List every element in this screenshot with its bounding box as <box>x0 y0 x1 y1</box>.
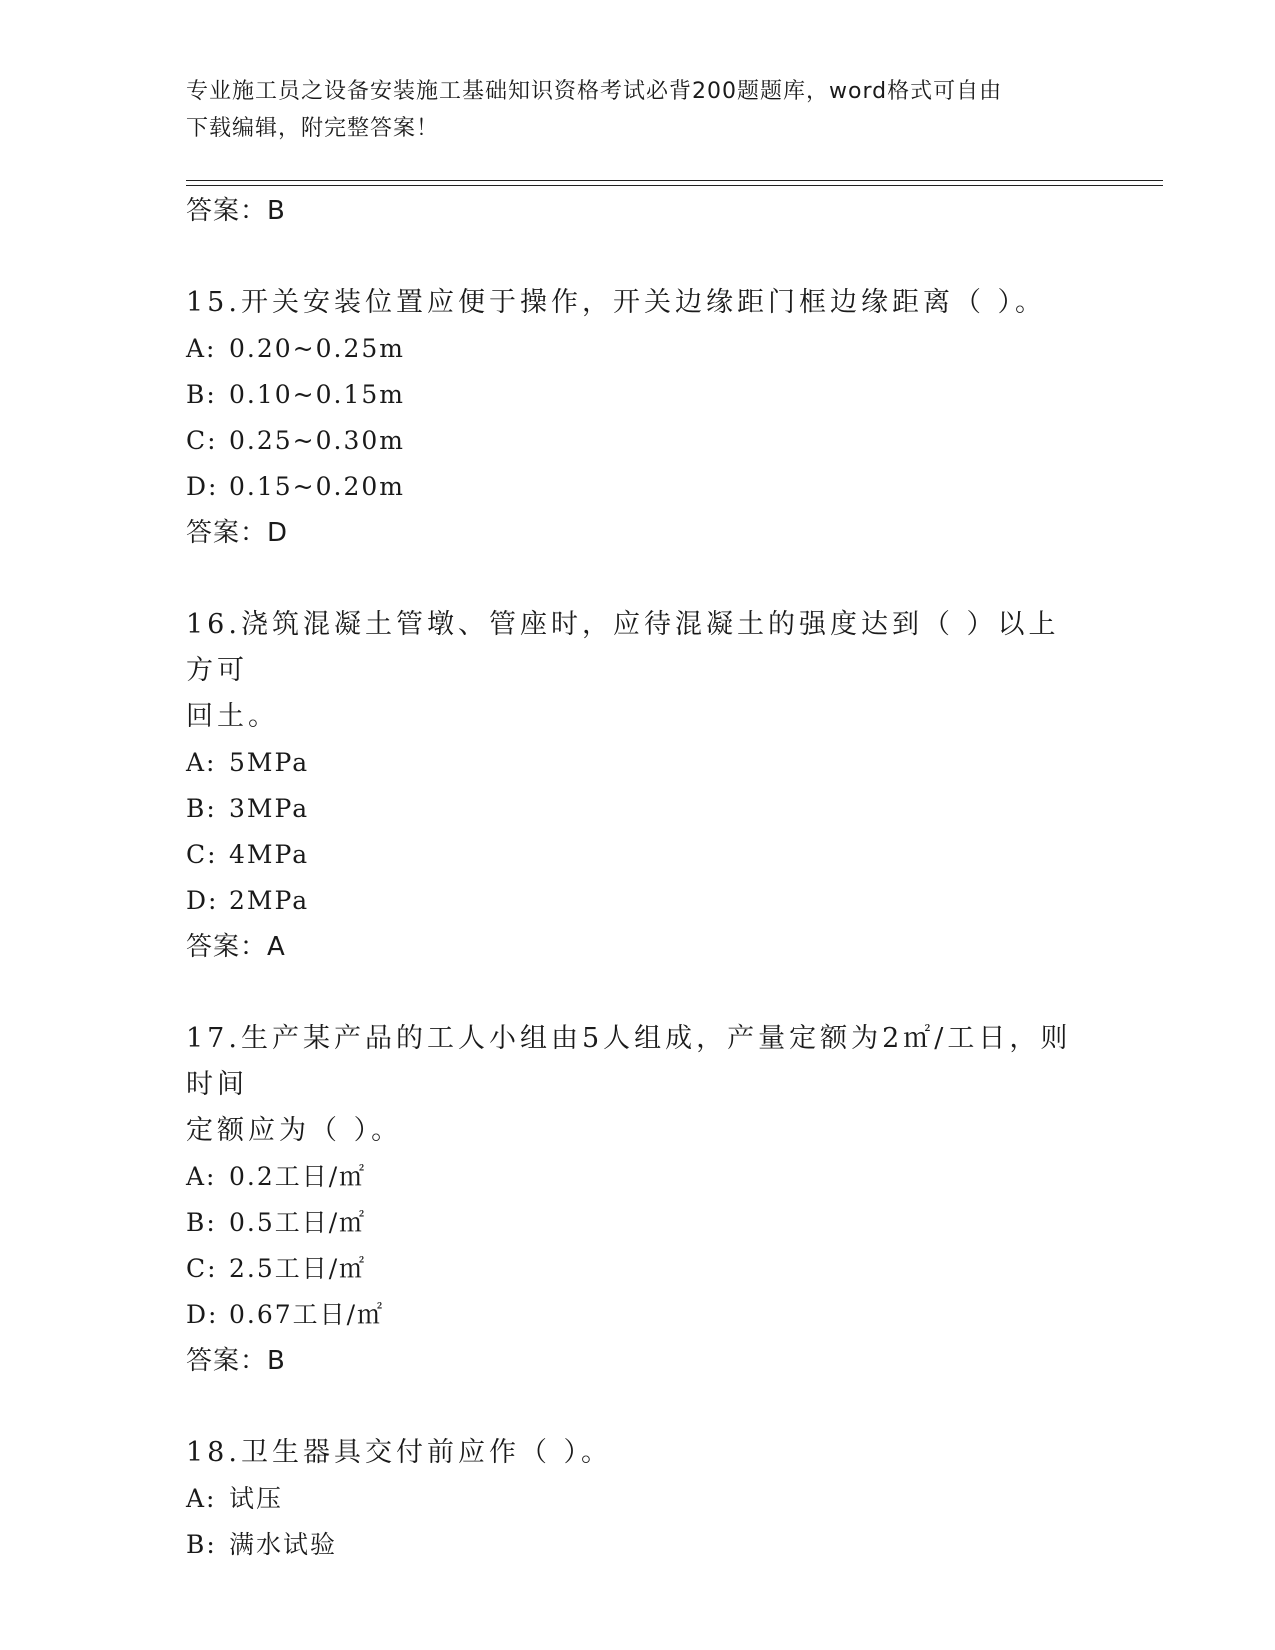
document-header <box>186 73 1086 147</box>
option-d: D: 2MPa <box>186 886 310 915</box>
option-d: D: 0.67工日/㎡ <box>186 1300 385 1329</box>
header-rule-top <box>186 180 1163 181</box>
option-c: C: 4MPa <box>186 840 310 869</box>
option-d: D: 0.15~0.20m <box>186 472 405 501</box>
option-a: A: 5MPa <box>186 748 310 777</box>
option-b: B: 0.10~0.15m <box>186 380 405 409</box>
option-c: C: 0.25~0.30m <box>186 426 405 455</box>
option-b: B: 满水试验 <box>186 1530 338 1559</box>
option-a: A: 0.20~0.25m <box>186 334 405 363</box>
question-list <box>186 188 1146 1568</box>
option-b: B: 0.5工日/㎡ <box>186 1208 367 1237</box>
question-block <box>186 1016 1146 1384</box>
header-rule-bottom <box>186 185 1163 186</box>
answer-line: 答案：B <box>186 196 286 226</box>
question-stem: 17.生产某产品的工人小组由5人组成，产量定额为2㎡/工日，则时间 定额应为（ ）。 <box>186 1023 1072 1146</box>
question-stem: 15.开关安装位置应便于操作，开关边缘距门框边缘距离（ ）。 <box>186 287 1047 318</box>
answer-line: 答案：D <box>186 518 289 548</box>
answer-line: 答案：B <box>186 1346 286 1376</box>
question-block <box>186 1430 1146 1568</box>
header-line-2: 下载编辑，附完整答案！ <box>186 116 440 141</box>
answer-line: 答案：A <box>186 932 286 962</box>
question-block <box>186 280 1146 556</box>
question-stem: 18.卫生器具交付前应作（ ）。 <box>186 1437 613 1468</box>
question-stem: 16.浇筑混凝土管墩、管座时，应待混凝土的强度达到（ ）以上方可 回土。 <box>186 609 1060 732</box>
question-block <box>186 602 1146 970</box>
option-c: C: 2.5工日/㎡ <box>186 1254 367 1283</box>
option-b: B: 3MPa <box>186 794 310 823</box>
option-a: A: 0.2工日/㎡ <box>186 1162 367 1191</box>
header-line-1: 专业施工员之设备安装施工基础知识资格考试必背200题题库，word格式可自由 <box>186 79 1003 104</box>
option-a: A: 试压 <box>186 1484 284 1513</box>
